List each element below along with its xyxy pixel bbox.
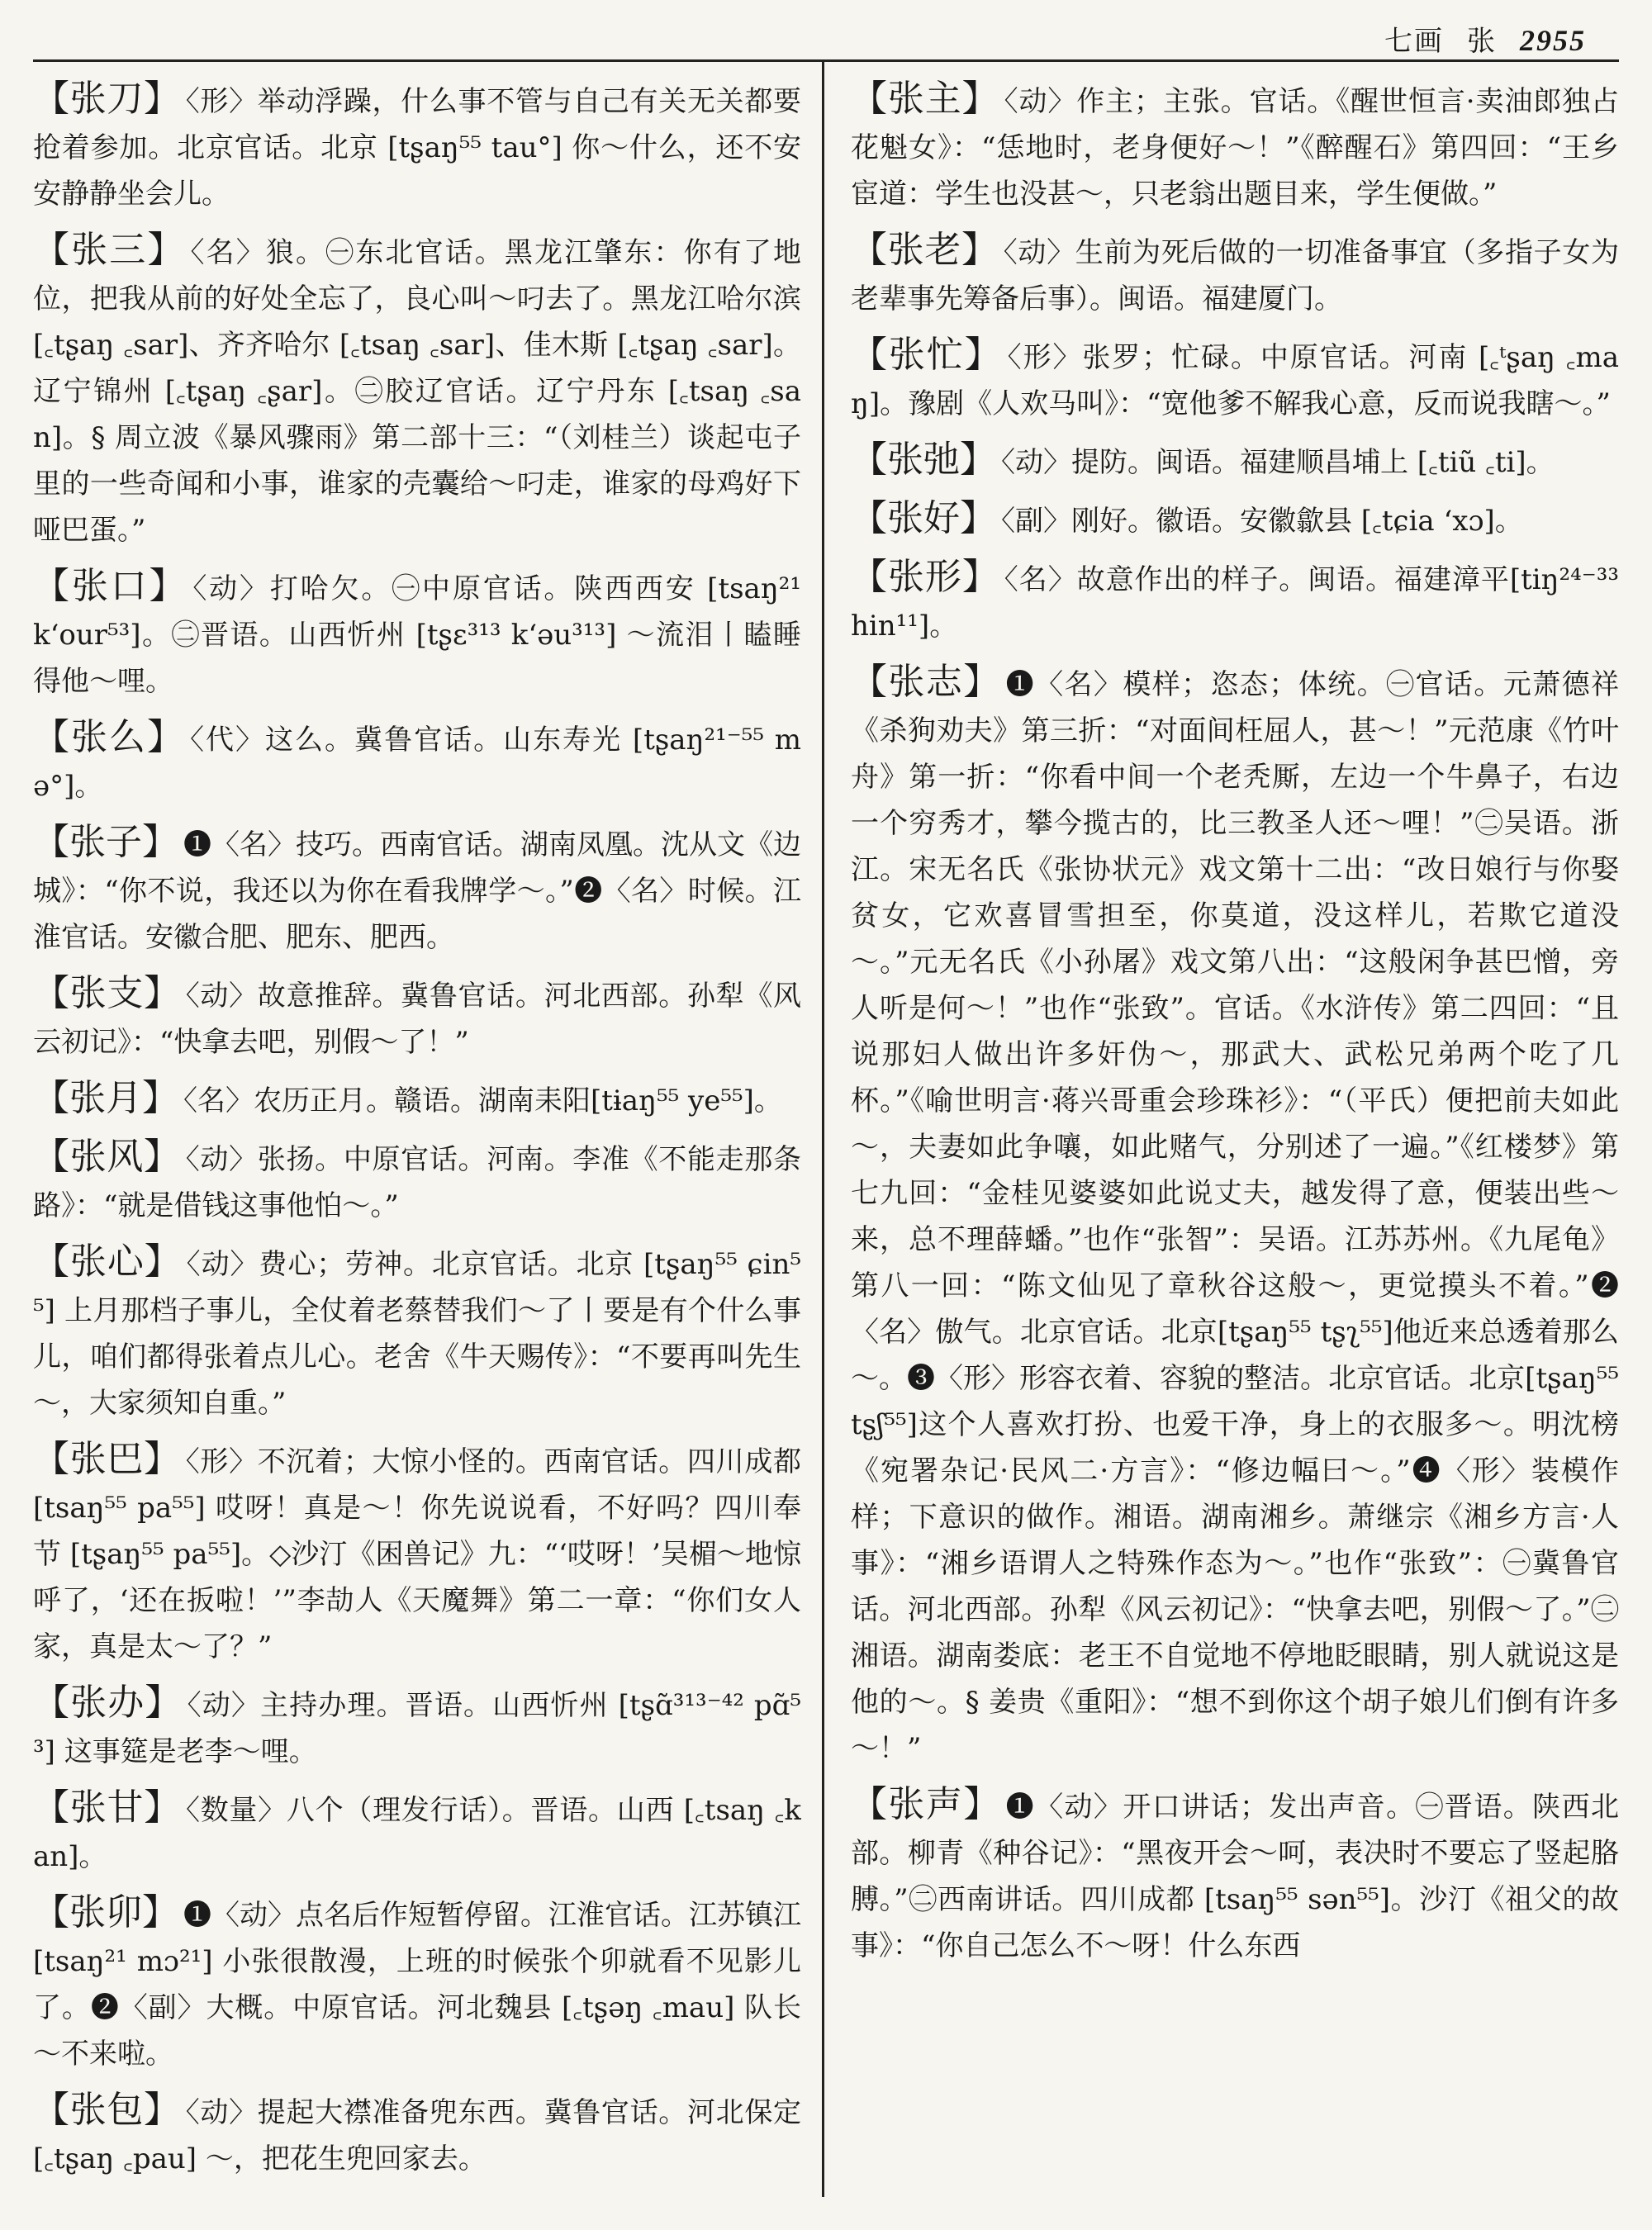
entry-definition: 〈动〉打哈欠。㊀中原官话。陕西西安 [tsaŋ²¹ k‘our⁵³]。㊁晋语。山西忻州 [tʂɛ³¹³ k‘əu³¹³] ～流泪丨瞌睡得他～哩。: [33, 572, 801, 698]
dictionary-entry: [33, 227, 801, 553]
entry-definition: ❶〈动〉点名后作短暂停留。江淮官话。江苏镇江 [tsaŋ²¹ mɔ²¹] 小张很散漫，上班的时候张个卯就看不见影儿了。❷〈副〉大概。中原官话。河北魏县 [꜀tʂəŋ ꜀mau] 队长～不来啦。: [33, 1899, 801, 2071]
dictionary-entry: [33, 563, 801, 705]
entry-headword: 【张么】: [33, 716, 186, 758]
entry-definition: 〈名〉农历正月。赣语。湖南耒阳[tɨaŋ⁵⁵ ye⁵⁵]。: [183, 1084, 782, 1117]
dictionary-entry: [33, 76, 801, 217]
dictionary-entry: [33, 714, 801, 809]
entry-headword: 【张办】: [33, 1682, 183, 1724]
dictionary-entry: [33, 1075, 801, 1124]
header-section: 七画: [1384, 25, 1444, 58]
entry-definition: 〈形〉张罗；忙碌。中原官话。河南 [꜀ᵗʂaŋ ꜀maŋ]。豫剧《人欢马叫》：“宽他爹不解我心意，反而说我瞎～。”: [851, 341, 1619, 420]
entry-definition: 〈动〉故意推辞。冀鲁官话。河北西部。孙犁《风云初记》：“快拿去吧，别假～了！”: [33, 980, 801, 1059]
entry-definition: 〈动〉提起大襟准备兜东西。冀鲁官话。河北保定 [꜀tʂaŋ ꜀pau] ～，把花生兜回家去。: [33, 2096, 801, 2175]
right-column: [851, 76, 1619, 2197]
entry-headword: 【张甘】: [33, 1786, 181, 1829]
entry-headword: 【张主】: [851, 78, 999, 120]
entry-headword: 【张子】: [33, 821, 178, 863]
entry-definition: 〈名〉狼。㊀东北官话。黑龙江肇东：你有了地位，把我从前的好处全忘了，良心叫～叼去了。黑龙江哈尔滨 [꜀tʂaŋ ꜀sar]、齐齐哈尔 [꜀tsaŋ ꜀sar]、佳木斯 [꜀tʂaŋ ꜀sar]。辽宁锦州 [꜀tʂaŋ ꜀ʂar]。㊁胶辽官话。辽宁丹东 [꜀tsaŋ ꜀san]。§ 周立波《暴风骤雨》第二部十三：“（刘桂兰）谈起屯子里的一些奇闻和小事，谁家的壳囊给～叼走，谁家的母鸡好下哑巴蛋。”: [33, 236, 801, 547]
entry-headword: 【张巴】: [33, 1438, 181, 1480]
dictionary-entry: [851, 1782, 1619, 1969]
dictionary-entry: [851, 554, 1619, 649]
entry-definition: ❶〈名〉技巧。西南官话。湖南凤凰。沈从文《边城》：“你不说，我还以为你在看我牌学～。”❷〈名〉时候。江淮官话。安徽合肥、肥东、肥西。: [33, 828, 801, 954]
dictionary-entry: [33, 970, 801, 1065]
entry-headword: 【张卯】: [33, 1891, 178, 1933]
dictionary-entry: [851, 76, 1619, 217]
entry-definition: ❶〈名〉模样；恣态；体统。㊀官话。元萧德祥《杀狗劝夫》第三折：“对面间枉屈人，甚～！”元范康《竹叶舟》第一折：“你看中间一个老秃厮，左边一个牛鼻子，右边一个穷秀才，攀今揽古的，比三教圣人还～哩！”㊁吴语。浙江。宋无名氏《张协状元》戏文第十二出：“改日娘行与你娶贫女，它欢喜冒雪担至，你莫道，没这样儿，若欺它道没～。”元无名氏《小孙屠》戏文第八出：“这般闲争甚巴憎，旁人听是何～！”也作“张致”。官话。《水浒传》第二四回：“且说那妇人做出许多奸伪～，那武大、武松兄弟两个吃了几杯。”《喻世明言·蒋兴哥重会珍珠衫》：“（平氏）便把前夫如此～，夫妻如此争嚷，如此赌气，分别述了一遍。”《红楼梦》第七九回：“金桂见婆婆如此说丈夫，越发得了意，便装出些～来，总不理薛蟠。”也作“张智”：吴语。江苏苏州。《九尾龟》第八一回：“陈文仙见了章秋谷这般～，更觉摸头不着。”❷〈名〉傲气。北京官话。北京[tʂaŋ⁵⁵ tʂʅ⁵⁵]他近来总透着那么～。❸〈形〉形容衣着、容貌的整洁。北京官话。北京[tʂaŋ⁵⁵ tʂʃ⁵⁵]这个人喜欢打扮、也爱干净，身上的衣服多～。明沈榜《宛署杂记·民风二·方言》：“修边幅曰～。”❹〈形〉装模作样；下意识的做作。湘语。湖南湘乡。萧继宗《湘乡方言·人事》：“湘乡语谓人之特殊作态为～。”也作“张致”：㊀冀鲁官话。河北西部。孙犁《风云初记》：“快拿去吧，别假～了。”㊁湘语。湖南娄底：老王不自觉地不停地眨眼睛，别人就说这是他的～。§ 姜贵《重阳》：“想不到你这个胡子娘儿们倒有许多～！”: [851, 668, 1619, 1765]
entry-headword: 【张月】: [33, 1077, 178, 1119]
entry-headword: 【张口】: [33, 565, 188, 607]
left-column: [33, 76, 801, 2197]
dictionary-entry: [851, 659, 1619, 1772]
entry-headword: 【张风】: [33, 1136, 181, 1178]
dictionary-entry: [33, 1134, 801, 1229]
running-header: [1384, 18, 1586, 59]
entry-headword: 【张老】: [851, 229, 999, 271]
dictionary-entry: [851, 227, 1619, 322]
entry-headword: 【张心】: [33, 1241, 182, 1283]
entry-headword: 【张形】: [851, 556, 999, 598]
column-divider: [822, 59, 824, 2197]
entry-definition: 〈动〉提防。闽语。福建顺昌埔上 [꜀tiũ ꜀ti]。: [1001, 446, 1555, 479]
entry-definition: 〈代〉这么。冀鲁官话。山东寿光 [tʂaŋ²¹⁻⁵⁵ mə°]。: [33, 724, 801, 803]
entry-definition: 〈动〉主持办理。晋语。山西忻州 [tʂɑ̃³¹³⁻⁴² pɑ̃⁵³] 这事筵是老李～哩。: [33, 1689, 801, 1768]
header-rule: [33, 59, 1619, 62]
dictionary-entry: [33, 819, 801, 961]
dictionary-entry: [33, 1890, 801, 2077]
entry-definition: 〈动〉作主；主张。官话。《醒世恒言·卖油郎独占花魁女》：“恁地时，老身便好～！”《醉醒石》第四回：“王乡宦道：学生也没甚～，只老翁出题目来，学生便做。”: [851, 85, 1619, 211]
entry-headword: 【张支】: [33, 972, 181, 1014]
entry-definition: 〈数量〉八个（理发行话）。晋语。山西 [꜀tsaŋ ꜀kan]。: [33, 1794, 801, 1873]
entry-definition: 〈动〉张扬。中原官话。河南。李准《不能走那条路》：“就是借钱这事他怕～。”: [33, 1143, 801, 1222]
dictionary-entry: [851, 332, 1619, 427]
entry-headword: 【张刀】: [33, 78, 181, 120]
dictionary-entry: [33, 1436, 801, 1670]
entry-headword: 【张包】: [33, 2089, 181, 2131]
entry-headword: 【张声】: [851, 1783, 1001, 1825]
entry-headword: 【张弛】: [851, 439, 996, 481]
entry-headword: 【张好】: [851, 497, 996, 539]
entry-definition: 〈副〉刚好。徽语。安徽歙县 [꜀tɕia ‘xɔ]。: [1001, 505, 1523, 538]
page-number: 2955: [1520, 24, 1586, 57]
entry-headword: 【张三】: [33, 229, 186, 271]
header-char: 张: [1467, 25, 1497, 58]
entry-definition: ❶〈动〉开口讲话；发出声音。㊀晋语。陕西北部。柳青《种谷记》：“黑夜开会～呵，表决时不要忘了竖起胳膊。”㊁西南讲话。四川成都 [tsaŋ⁵⁵ sən⁵⁵]。沙汀《祖父的故事》：“你自己怎么不～呀！什么东西: [851, 1791, 1619, 1962]
entry-definition: 〈名〉故意作出的样子。闽语。福建漳平[tiŋ²⁴⁻³³ hin¹¹]。: [851, 563, 1619, 643]
entry-definition: 〈动〉生前为死后做的一切准备事宜（多指子女为老辈事先筹备后事）。闽语。福建厦门。: [851, 236, 1619, 316]
dictionary-entry: [33, 1785, 801, 1880]
entry-headword: 【张志】: [851, 661, 1001, 703]
entry-headword: 【张忙】: [851, 334, 1003, 376]
entry-definition: 〈形〉举动浮躁，什么事不管与自己有关无关都要抢着参加。北京官话。北京 [tʂaŋ⁵⁵ tau°] 你～什么，还不安安静静坐会儿。: [33, 85, 801, 211]
dictionary-entry: [851, 496, 1619, 544]
entry-definition: 〈动〉费心；劳神。北京官话。北京 [tʂaŋ⁵⁵ ɕin⁵⁵] 上月那档子事儿，全仗着老蔡替我们～了丨要是有个什么事儿，咱们都得张着点儿心。老舍《牛天赐传》：“不要再叫先生～，大家须知自重。”: [33, 1248, 801, 1420]
entry-definition: 〈形〉不沉着；大惊小怪的。西南官话。四川成都 [tsaŋ⁵⁵ pa⁵⁵] 哎呀！真是～！你先说说看，不好吗？四川奉节 [tʂaŋ⁵⁵ pa⁵⁵]。◇沙汀《困兽记》九：“‘哎呀！’吴楣～地惊呼了，‘还在扳啦！’”李劼人《天魔舞》第二一章：“你们女人家，真是太～了？”: [33, 1445, 801, 1663]
dictionary-entry: [33, 1239, 801, 1426]
dictionary-entry: [33, 2087, 801, 2182]
dictionary-entry: [33, 1680, 801, 1775]
dictionary-entry: [851, 437, 1619, 486]
